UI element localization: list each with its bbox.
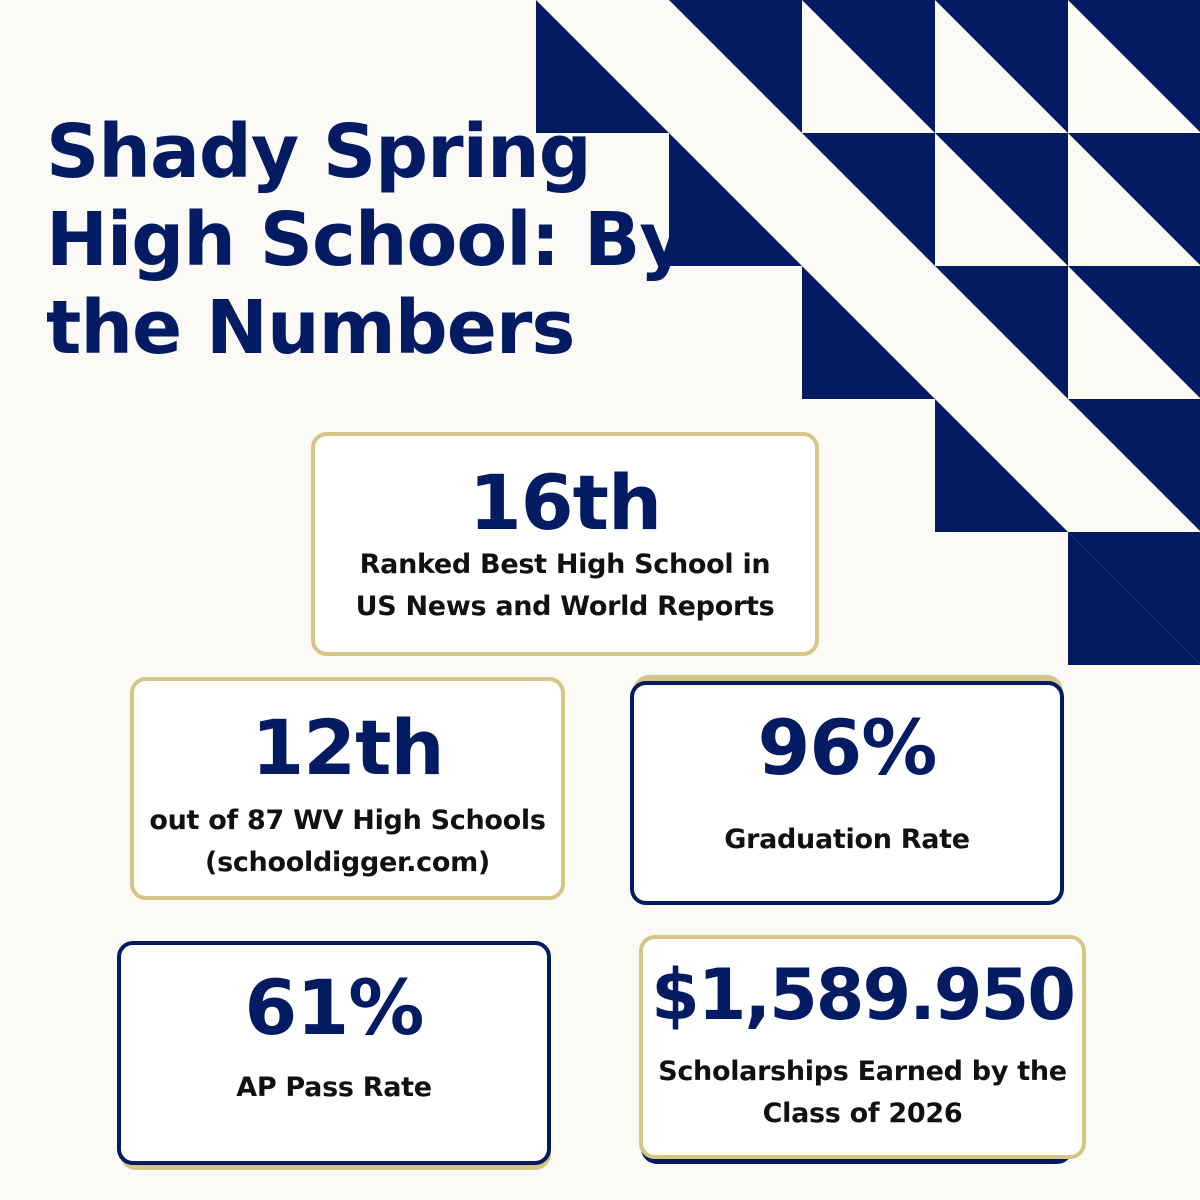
stat-card-ap-pass [117, 941, 551, 1165]
pattern-triangle [935, 399, 1068, 532]
pattern-triangle [1068, 0, 1200, 133]
pattern-triangle [1068, 133, 1200, 266]
pattern-triangle [935, 0, 1068, 133]
stat-value-scholarships: $1,589.950 [651, 954, 1074, 1036]
pattern-triangle [1068, 399, 1200, 532]
stat-card-us-rank [311, 432, 819, 656]
pattern-triangle [802, 0, 935, 133]
stat-value-ap-pass: 61% [244, 963, 424, 1052]
stat-value-graduation: 96% [757, 703, 937, 792]
pattern-triangle [802, 133, 935, 266]
pattern-triangle [935, 133, 1068, 266]
page-title: Shady Spring High School: By the Numbers [46, 109, 687, 371]
pattern-triangle [935, 266, 1068, 399]
stat-label-ap-pass: AP Pass Rate [236, 1072, 432, 1103]
stat-value-us-rank: 16th [468, 458, 662, 547]
stat-label-graduation: Graduation Rate [724, 824, 970, 855]
stat-card-wv-rank [130, 677, 565, 900]
stat-card-graduation [630, 681, 1064, 905]
stat-card-scholarships [639, 935, 1086, 1159]
stat-label-scholarships: Scholarships Earned by the Class of 2026 [658, 1056, 1067, 1129]
pattern-triangle [802, 266, 935, 399]
pattern-triangle [1068, 266, 1200, 399]
stat-value-wv-rank: 12th [251, 703, 444, 792]
stat-label-wv-rank: out of 87 WV High Schools (schooldigger.com) [149, 805, 546, 878]
stat-label-us-rank: Ranked Best High School in US News and World Reports [355, 549, 775, 622]
